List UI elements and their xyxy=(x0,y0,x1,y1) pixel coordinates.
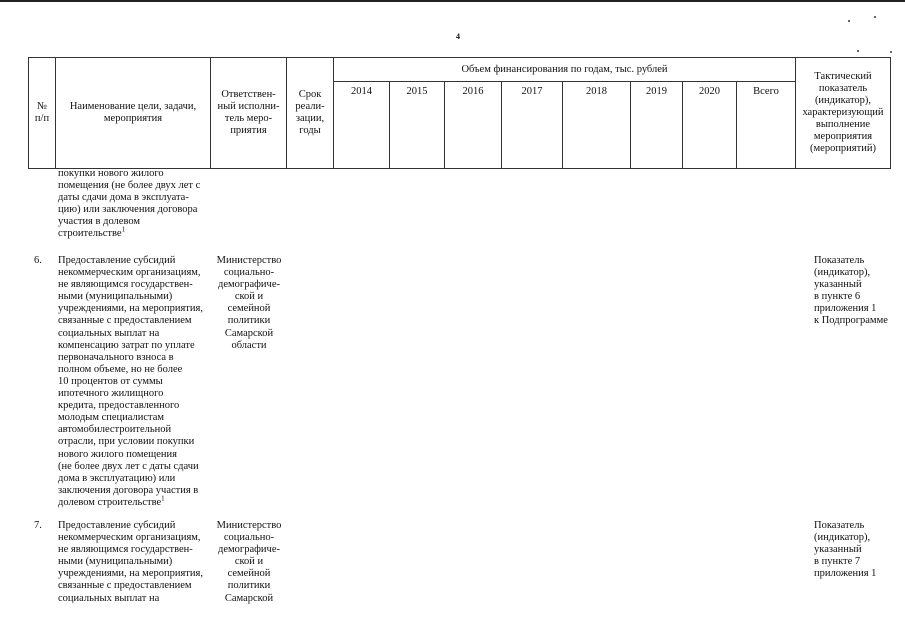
scan-speck xyxy=(848,20,850,22)
table-header xyxy=(28,57,891,169)
scan-speck xyxy=(890,51,892,53)
page-number: 4 xyxy=(456,32,460,41)
header-col-indicator: Тактический показатель (индикатор), характеризующий выполнение мероприятия (мероприятий) xyxy=(796,58,891,169)
header-col-term: Срок реали- зации, годы xyxy=(287,58,334,169)
header-col-name: Наименование цели, задачи, мероприятия xyxy=(56,58,211,169)
header-year-2015: 2015 xyxy=(390,82,445,169)
header-year-2014: 2014 xyxy=(334,82,390,169)
row-7-name: Предоставление субсидий некоммерческим организациям, не являющимся государствен- ными (муниципальными) учреждениями, на мероприятия, связанные с предоставлением социальных выплат на xyxy=(58,520,203,604)
table-row-continuation-name: покупки нового жилого помещения (не более двух лет с даты сдачи дома в эксплуата- цию) или заключения договора участия в долевом строительстве$^1$ xyxy=(58,168,201,240)
scan-speck xyxy=(857,50,859,52)
header-year-2018: 2018 xyxy=(563,82,631,169)
row-6-number: 6. xyxy=(34,255,42,266)
header-year-2019: 2019 xyxy=(631,82,683,169)
header-year-2017: 2017 xyxy=(502,82,563,169)
header-year-2020: 2020 xyxy=(683,82,737,169)
footnote-mark: 1 xyxy=(121,225,126,234)
header-col-funding: Объем финансирования по годам, тыс. рублей xyxy=(334,58,796,82)
row-7-number: 7. xyxy=(34,520,42,531)
scan-speck xyxy=(874,16,876,18)
row-7-indicator: Показатель (индикатор), указанный в пункте 7 приложения 1 xyxy=(814,520,877,580)
header-col-responsible: Ответствен- ный исполни- тель меро- приятия xyxy=(211,58,287,169)
row-6-indicator: Показатель (индикатор), указанный в пункте 6 приложения 1 к Подпрограмме xyxy=(814,255,888,327)
header-year-2016: 2016 xyxy=(445,82,502,169)
footnote-mark: 1 xyxy=(161,494,165,503)
row-7-responsible: Министерство социально- демографиче- ской и семейной политики Самарской xyxy=(216,520,282,604)
header-col-number: № п/п xyxy=(29,58,56,169)
row-6-name: Предоставление субсидий некоммерческим организациям, не являющимся государствен- ными (муниципальными) учреждениями, на мероприятия, связанные с предоставлением социальных выплат на компенсацию затрат по уплате первоначального взноса в полном объеме, но не более 10 процентов от суммы ипотечного жилищного кредита, предоставленного молодым специалистам автомобилестроительной отрасли, при условии покупки нового жилого помещения (не более двух лет с даты сдачи дома в эксплуатацию) или заключения договора участия в долевом строительстве$^1$ xyxy=(58,255,203,508)
row-6-responsible: Министерство социально- демографиче- ской и семейной политики Самарской области xyxy=(216,255,282,351)
top-border-line xyxy=(0,0,905,2)
header-col-total: Всего xyxy=(737,82,796,169)
